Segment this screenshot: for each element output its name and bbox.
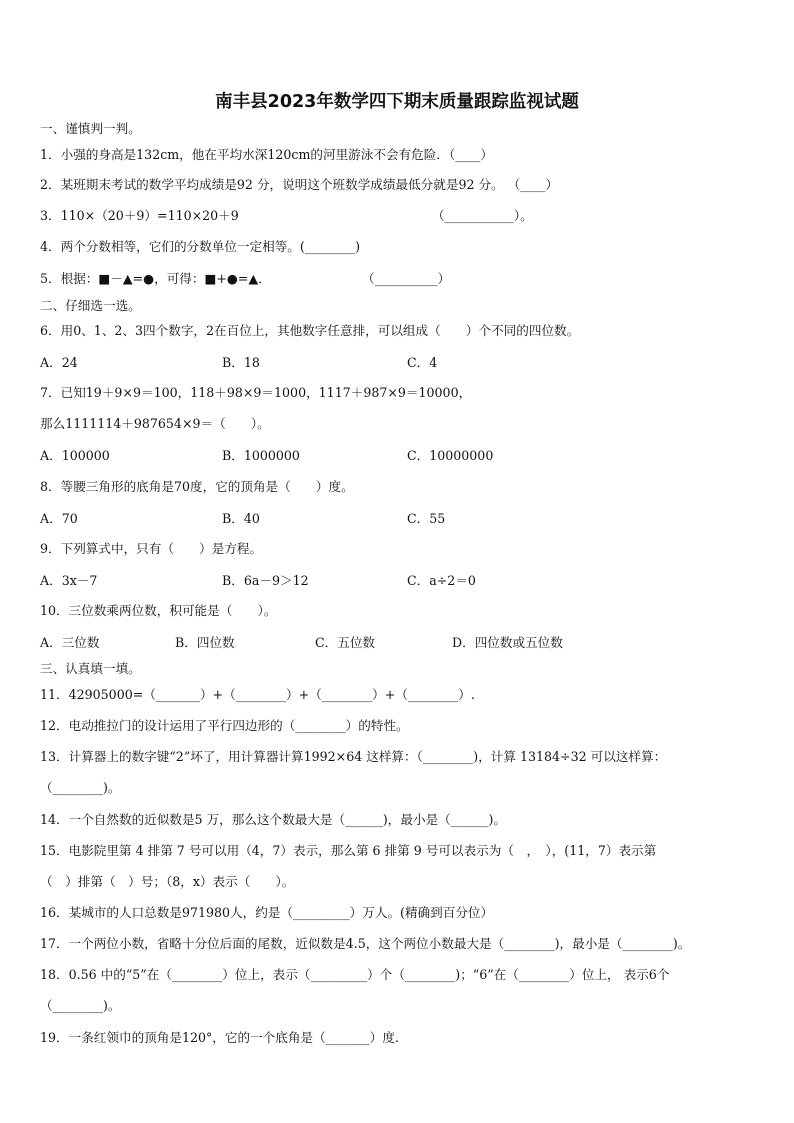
question-9: 9．下列算式中，只有（ ）是方程。 xyxy=(40,541,263,556)
question-6-option-b: B．18 xyxy=(222,355,260,370)
question-9-option-c: C．a÷2＝0 xyxy=(407,573,476,588)
question-10-option-a: A．三位数 xyxy=(40,635,100,650)
question-6: 6．用0、1、2、3四个数字，2在百位上，其他数字任意排，可以组成（ ）个不同的四位数。 xyxy=(40,323,580,338)
question-12: 12．电动推拉门的设计运用了平行四边形的（________）的特性。 xyxy=(40,718,409,733)
question-17: 17．一个两位小数，省略十分位后面的尾数，近似数是4.5，这个两位小数最大是（________)，最小是（________)。 xyxy=(40,936,691,951)
question-8-option-a: A．70 xyxy=(40,511,78,526)
question-6-option-a: A．24 xyxy=(40,355,78,370)
question-15-continued: （ ）排第（ ）号；（8，x）表示（ ）。 xyxy=(40,874,295,889)
question-18: 18．0.56 中的“5”在（________）位上，表示（_________）个（________)；“6”在（________）位上， 表示6个 xyxy=(40,967,670,982)
question-7: 7．已知19＋9×9＝100，118＋98×9＝1000，1117＋987×9＝10000， xyxy=(40,385,472,400)
question-6-option-c: C．4 xyxy=(407,355,438,370)
question-15: 15．电影院里第 4 排第 7 号可以用（4，7）表示，那么第 6 排第 9 号可以表示为（ ， ），(11，7）表示第 xyxy=(40,843,657,858)
question-10: 10．三位数乘两位数，积可能是（ ）。 xyxy=(40,603,277,618)
question-13-continued: （________)。 xyxy=(40,780,121,795)
question-7-continued: 那么1111114＋987654×9＝（ ）。 xyxy=(40,416,270,431)
question-2: 2．某班期末考试的数学平均成绩是92 分，说明这个班数学成绩最低分就是92 分。 （____） xyxy=(40,177,559,192)
question-8-option-c: C．55 xyxy=(407,511,446,526)
question-14: 14．一个自然数的近似数是5 万，那么这个数最大是（______)，最小是（______)。 xyxy=(40,812,507,827)
page-title: 南丰县2023年数学四下期末质量跟踪监视试题 xyxy=(215,92,579,112)
question-11: 11．42905000=（_______）+（________）+（________）+（________）. xyxy=(40,687,475,702)
question-7-option-b: B．1000000 xyxy=(222,448,300,463)
question-8: 8．等腰三角形的底角是70度，它的顶角是（ ）度。 xyxy=(40,479,354,494)
section-heading-2: 二、仔细选一选。 xyxy=(40,298,141,313)
question-8-option-b: B．40 xyxy=(222,511,260,526)
question-10-option-d: D．四位数或五位数 xyxy=(452,635,563,650)
question-7-option-a: A．100000 xyxy=(40,448,110,463)
question-10-option-b: B．四位数 xyxy=(175,635,235,650)
question-9-option-b: B．6a－9＞12 xyxy=(222,573,309,588)
section-heading-1: 一、谨慎判一判。 xyxy=(40,121,141,136)
question-5: 5．根据：■－▲=●，可得：■+●=▲． xyxy=(40,271,271,286)
question-7-option-c: C．10000000 xyxy=(407,448,494,463)
question-3: 3．110×（20＋9）=110×20＋9 xyxy=(40,208,239,223)
question-19: 19．一条红领巾的顶角是120°，它的一个底角是（_______）度. xyxy=(40,1030,399,1045)
question-5-answer-blank: （__________） xyxy=(362,271,451,286)
question-16: 16．某城市的人口总数是971980人，约是（_________）万人。(精确到百分位） xyxy=(40,905,494,920)
question-10-option-c: C．五位数 xyxy=(315,635,376,650)
question-9-option-a: A．3x－7 xyxy=(40,573,98,588)
question-4: 4．两个分数相等，它们的分数单位一定相等。(________) xyxy=(40,239,361,254)
question-18-continued: （________)。 xyxy=(40,998,121,1013)
question-3-answer-blank: （___________）。 xyxy=(432,208,533,223)
question-1: 1．小强的身高是132cm，他在平均水深120cm的河里游泳不会有危险．（____） xyxy=(40,147,493,162)
question-13: 13．计算器上的数字键“2”坏了，用计算器计算1992×64 这样算：（________)，计算 13184÷32 可以这样算： xyxy=(40,749,667,764)
section-heading-3: 三、认真填一填。 xyxy=(40,661,141,676)
